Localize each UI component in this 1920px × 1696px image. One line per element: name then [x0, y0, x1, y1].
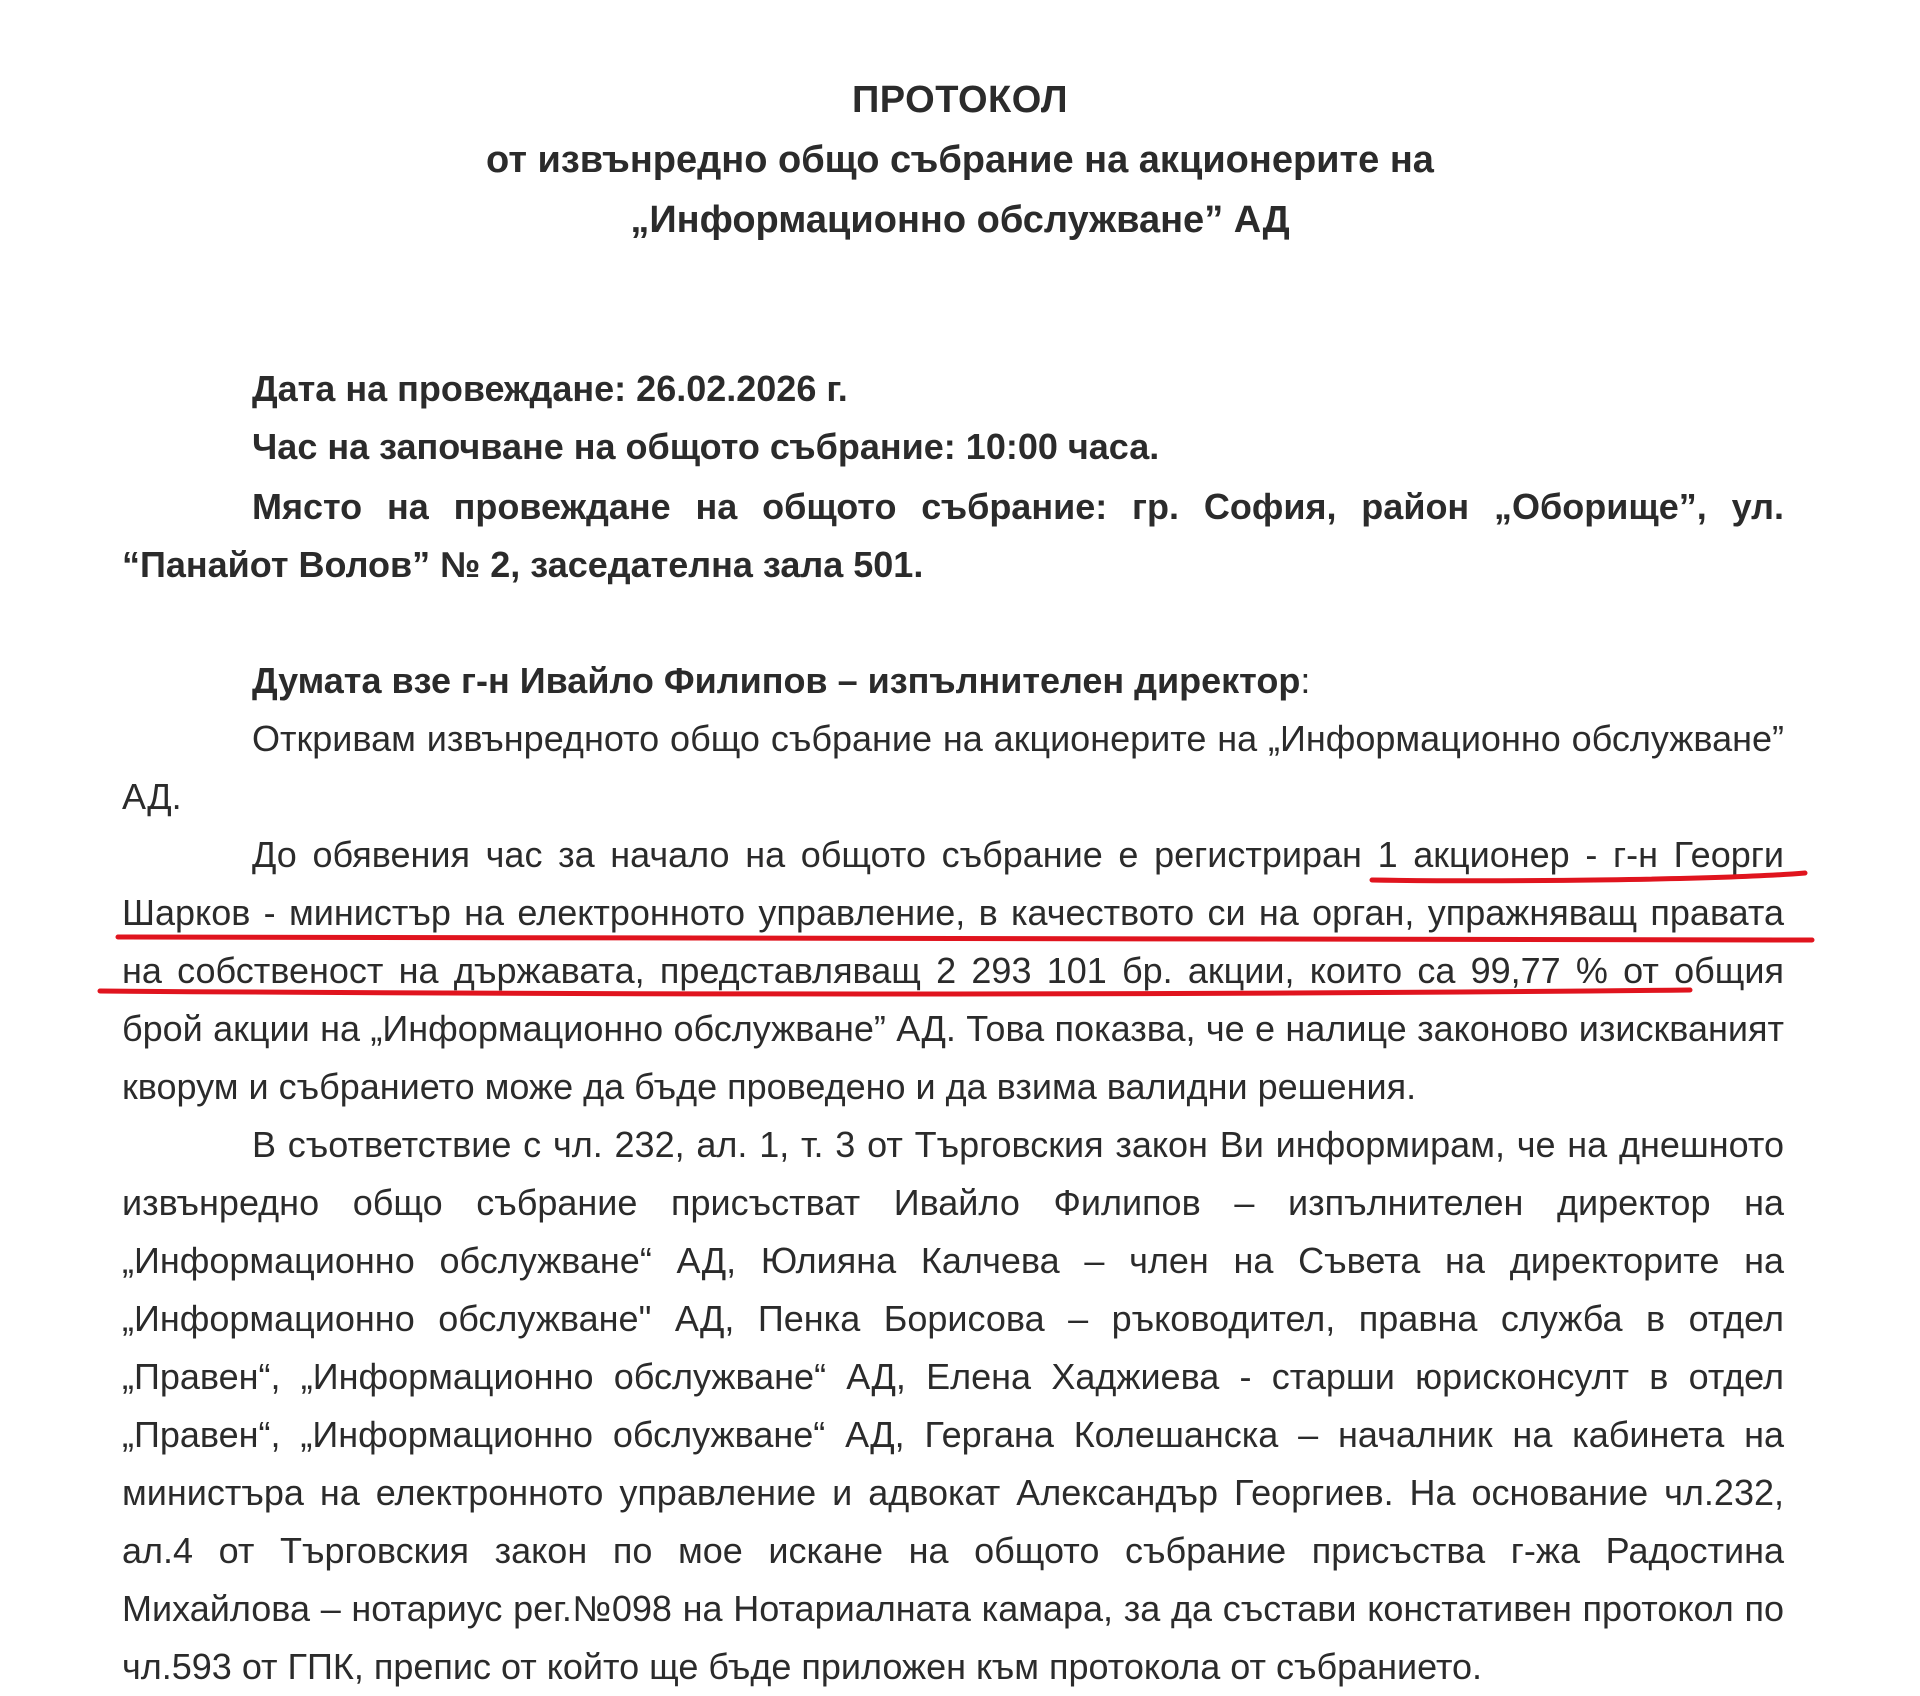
document-subtitle-line-1: от извънредно общо събрание на акционерите на	[486, 139, 1434, 181]
document-title: ПРОТОКОЛ	[851, 79, 1068, 121]
document-subtitle-line-2: „Информационно обслужване” АД	[630, 199, 1290, 241]
paragraph-attendees: В съответствие с чл. 232, ал. 1, т. 3 от Търговския закон Ви информирам, че на днешното извънредно общо събрание присъстват Ивайло Филипов – изпълнителен директор на „Информационно обслужване“ АД, Юлияна Калчева – член на Съвета на директорите на „Информационно обслужване" АД, Пенка Борисова – ръководител, правна служба в отдел „Правен“, „Информационно обслужване“ АД, Елена Хаджиева - старши юрисконсулт в отдел „Правен“, „Информационно обслужване“ АД, Гергана Колешанска – началник на кабинета на министъра на електронното управление и адвокат Александър Георгиев. На основание чл.232, ал.4 от Търговския закон по мое искане на общото събрание присъства г-жа Радостина Михайлова – нотариус рег.№098 на Нотариалната камара, за да състави констативен протокол по чл.593 от ГПК, препис от който ще бъде приложен към протокола от събранието.	[122, 1124, 1784, 1687]
meeting-place: Място на провеждане на общото събрание: гр. София, район „Оборище”, ул. “Панайот Волов” № 2, заседателна зала 501.	[122, 486, 1784, 585]
speaker-label: Думата взе г-н Ивайло Филипов – изпълнителен директор	[252, 660, 1301, 701]
meeting-time: Час на започване на общото събрание: 10:00 часа.	[252, 426, 1160, 467]
speaker-line	[252, 660, 1310, 702]
meeting-date: Дата на провеждане: 26.02.2026 г.	[252, 368, 848, 409]
speaker-colon: :	[1300, 660, 1311, 701]
paragraph-opening: Откривам извънредното общо събрание на акционерите на „Информационно обслужване” АД.	[122, 718, 1784, 817]
title-block	[0, 70, 1920, 250]
paragraph-quorum: До обявения час за начало на общото събрание е регистриран 1 акционер - г-н Георги Шарков - министър на електронното управление, в качеството си на орган, упражняващ правата на собственост на държавата, представляващ 2 293 101 бр. акции, които са 99,77 % от общия брой акции на „Информационно обслужване” АД. Това показва, че е налице законово изискваният кворум и събранието може да бъде проведено и да взима валидни решения.	[122, 834, 1784, 1107]
